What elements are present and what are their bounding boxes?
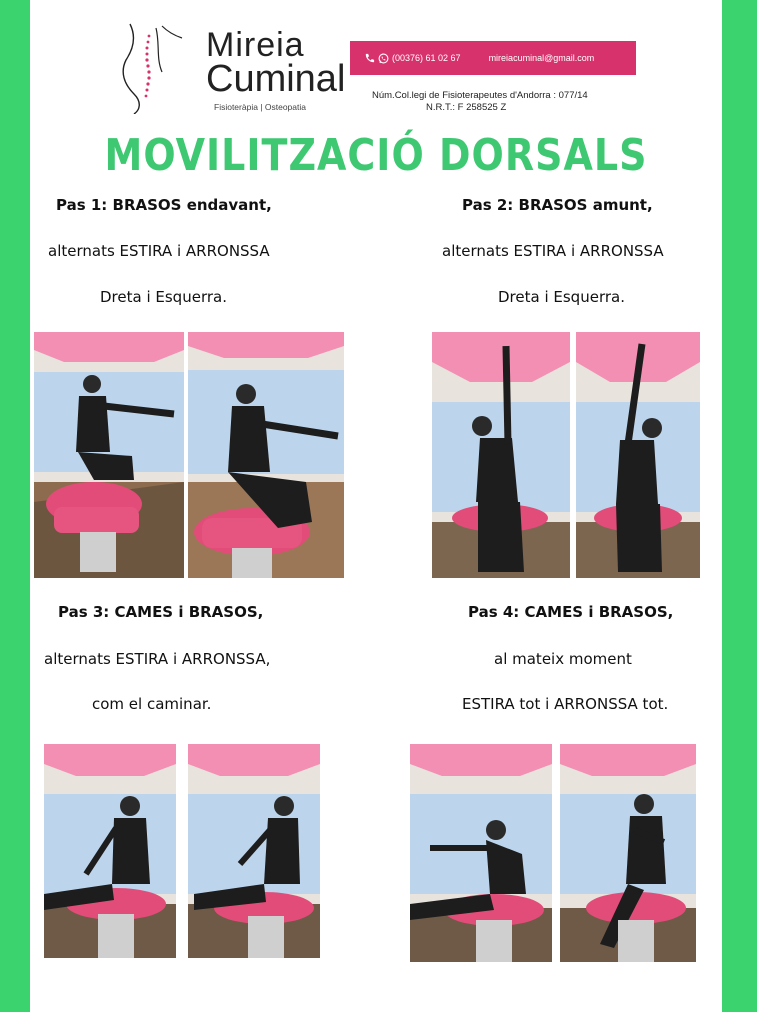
step-4-heading: Pas 4: CAMES i BRASOS, xyxy=(468,603,674,621)
step-4-photo-a xyxy=(410,744,552,962)
step-1-photo-b xyxy=(188,332,344,578)
document-page xyxy=(30,0,722,1012)
step-2-photo-a xyxy=(432,332,570,578)
step-1-line-3: Dreta i Esquerra. xyxy=(100,288,227,306)
logo-tagline: Fisioteràpia | Osteopatia xyxy=(214,102,306,112)
step-2-line-2: alternats ESTIRA i ARRONSSA xyxy=(442,242,664,260)
contact-email: mireiacuminal@gmail.com xyxy=(488,53,595,63)
step-2-photo-b xyxy=(576,332,700,578)
step-2-heading: Pas 2: BRASOS amunt, xyxy=(462,196,653,214)
logo-first-name: Mireia xyxy=(206,26,305,64)
contact-phone: (00376) 61 02 67 xyxy=(392,53,461,63)
step-4-line-3: ESTIRA tot i ARRONSSA tot. xyxy=(462,695,669,713)
whatsapp-icon xyxy=(378,53,389,64)
nrt-number: N.R.T.: F 258525 Z xyxy=(426,102,507,113)
phone-icon xyxy=(364,53,375,64)
registration-number: Núm.Col.legi de Fisioterapeutes d'Andorra : 077/14 xyxy=(372,90,588,101)
step-3-line-2: alternats ESTIRA i ARRONSSA, xyxy=(44,650,271,668)
step-3-photo-b xyxy=(188,744,320,958)
page-title: MOVILITZACIÓ DORSALS xyxy=(104,129,648,181)
step-1-heading: Pas 1: BRASOS endavant, xyxy=(56,196,272,214)
step-4-line-2: al mateix moment xyxy=(494,650,632,668)
step-3-line-3: com el caminar. xyxy=(92,695,212,713)
step-3-heading: Pas 3: CAMES i BRASOS, xyxy=(58,603,264,621)
step-3-photo-a xyxy=(44,744,176,958)
step-1-photo-a xyxy=(34,332,184,578)
logo-figure-icon xyxy=(116,22,186,114)
step-1-line-2: alternats ESTIRA i ARRONSSA xyxy=(48,242,270,260)
step-4-photo-b xyxy=(560,744,696,962)
contact-bar xyxy=(350,41,636,75)
step-2-line-3: Dreta i Esquerra. xyxy=(498,288,625,306)
logo-last-name: Cuminal xyxy=(206,58,346,100)
